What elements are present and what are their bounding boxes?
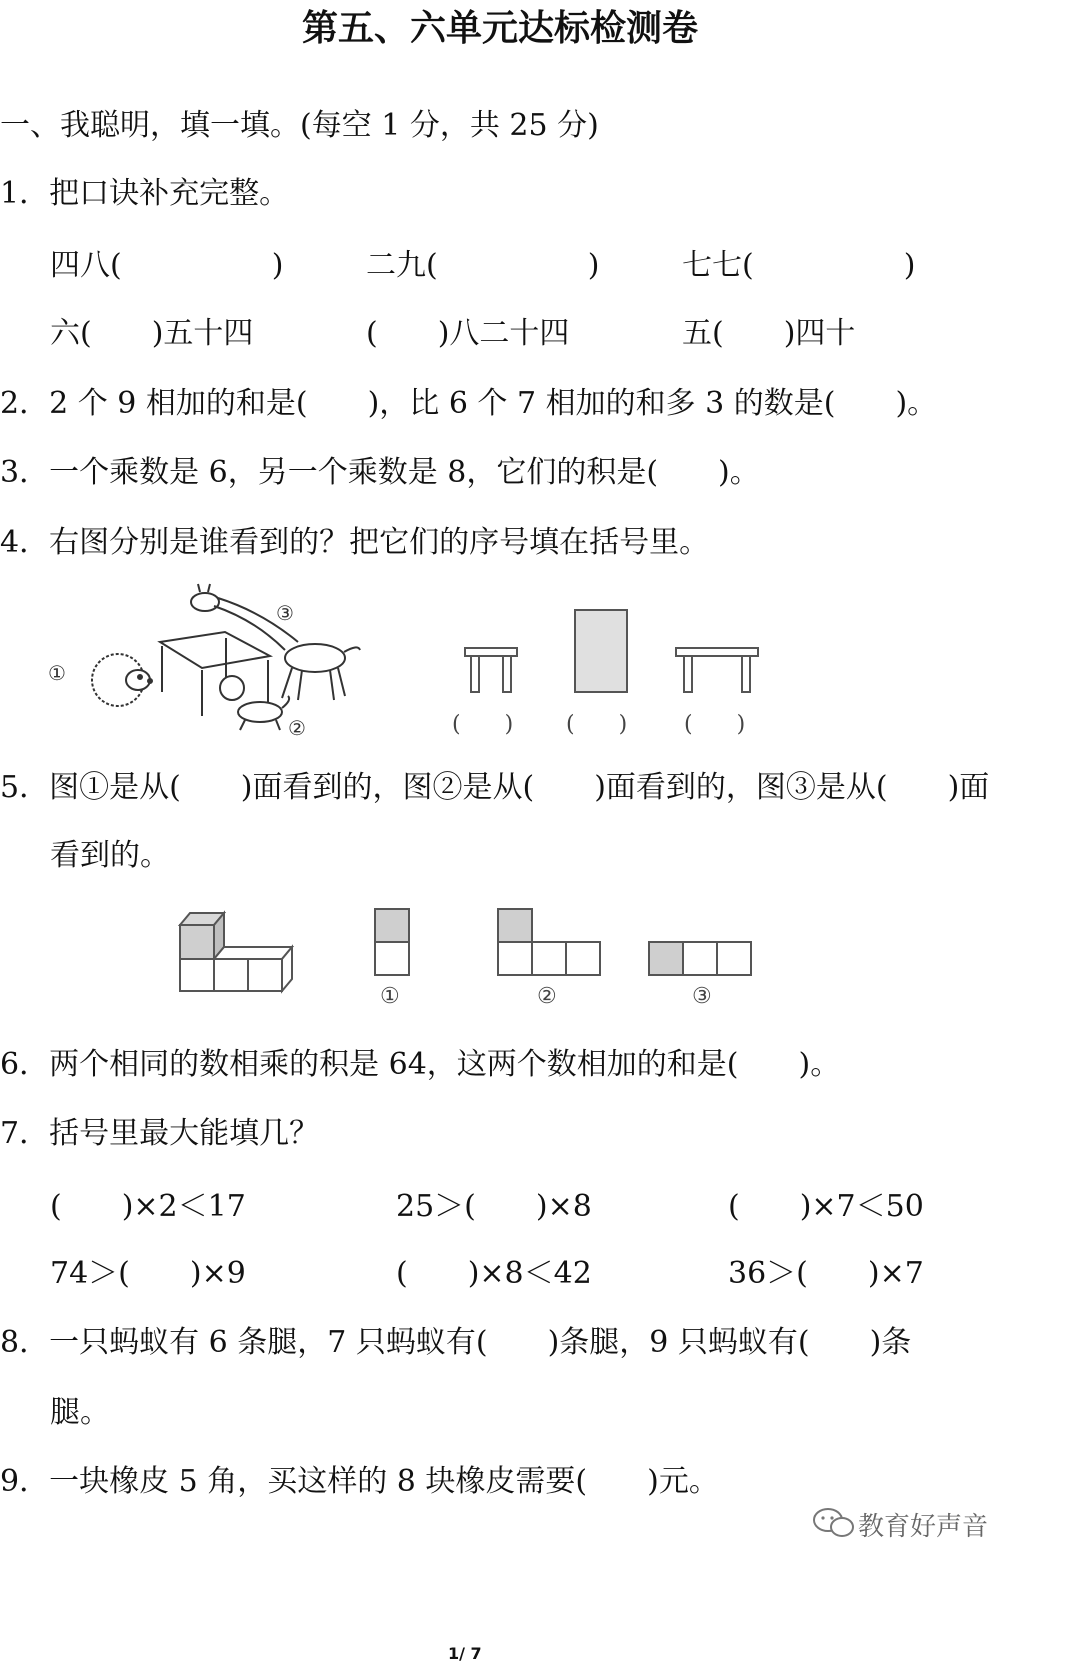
q5-view-2	[497, 908, 607, 980]
page-title: 第五、六单元达标检测卷	[301, 8, 698, 49]
q5-label-2: ②	[537, 984, 557, 1009]
q1-blank-5: ( )八二十四	[366, 316, 570, 351]
section-heading: 一、我聪明，填一填。(每空 1 分，共 25 分)	[0, 108, 599, 143]
view-tall-rectangle	[575, 610, 627, 692]
q4-answer-blank-2: ( )	[566, 712, 628, 737]
q1-blank-2: 二九( )	[366, 248, 600, 283]
scene-label-2: ②	[288, 716, 306, 740]
q7-item-5: ( )×8＜42	[396, 1256, 592, 1291]
wechat-icon	[812, 1506, 856, 1540]
q4-answer-blank-1: ( )	[452, 712, 514, 737]
q7-item-6: 36＞( )×7	[728, 1256, 924, 1291]
q6-text: 6．两个相同的数相乘的积是 64，这两个数相加的和是( )。	[0, 1047, 841, 1082]
q7-item-1: ( )×2＜17	[50, 1189, 246, 1224]
q8-line-2: 腿。	[50, 1395, 110, 1430]
q1-blank-6: 五( )四十	[682, 316, 856, 351]
q7-item-4: 74＞( )×9	[50, 1256, 246, 1291]
q5-line-1: 5．图①是从( )面看到的，图②是从( )面看到的，图③是从( )面	[0, 770, 990, 805]
page-number: 1/ 7	[448, 1644, 482, 1663]
q5-cube-solid	[170, 905, 310, 1000]
q5-view-3	[648, 941, 758, 981]
q4-view-figures	[440, 600, 780, 710]
view-small-stool	[465, 648, 517, 692]
q4-answer-blank-3: ( )	[684, 712, 746, 737]
view-wide-table	[676, 648, 758, 692]
q1-stem: 1．把口诀补充完整。	[0, 176, 290, 211]
q3-text: 3．一个乘数是 6，另一个乘数是 8，它们的积是( )。	[0, 455, 760, 490]
q5-label-3: ③	[692, 984, 712, 1009]
q8-line-1: 8．一只蚂蚁有 6 条腿，7 只蚂蚁有( )条腿，9 只蚂蚁有( )条	[0, 1325, 912, 1360]
q4-scene-illustration	[40, 580, 370, 745]
scene-label-1: ①	[48, 661, 66, 685]
q1-blank-3: 七七( )	[682, 248, 916, 283]
q5-line-2: 看到的。	[50, 838, 170, 873]
q2-text: 2．2 个 9 相加的和是( )，比 6 个 7 相加的和多 3 的数是( )。	[0, 386, 938, 421]
q7-stem: 7．括号里最大能填几？	[0, 1116, 320, 1151]
q5-label-1: ①	[380, 984, 400, 1009]
q4-stem: 4．右图分别是谁看到的？把它们的序号填在括号里。	[0, 525, 710, 560]
hedgehog-figure	[92, 654, 152, 706]
q7-item-3: ( )×7＜50	[728, 1189, 924, 1224]
puppy-figure	[220, 676, 289, 730]
q1-blank-1: 四八( )	[50, 248, 284, 283]
watermark-text: 教育好声音	[858, 1512, 989, 1542]
q5-view-1	[374, 908, 414, 980]
q7-item-2: 25＞( )×8	[396, 1189, 592, 1224]
q1-blank-4: 六( )五十四	[50, 316, 254, 351]
q9-text: 9．一块橡皮 5 角，买这样的 8 块橡皮需要( )元。	[0, 1464, 719, 1499]
scene-label-3: ③	[276, 601, 294, 625]
